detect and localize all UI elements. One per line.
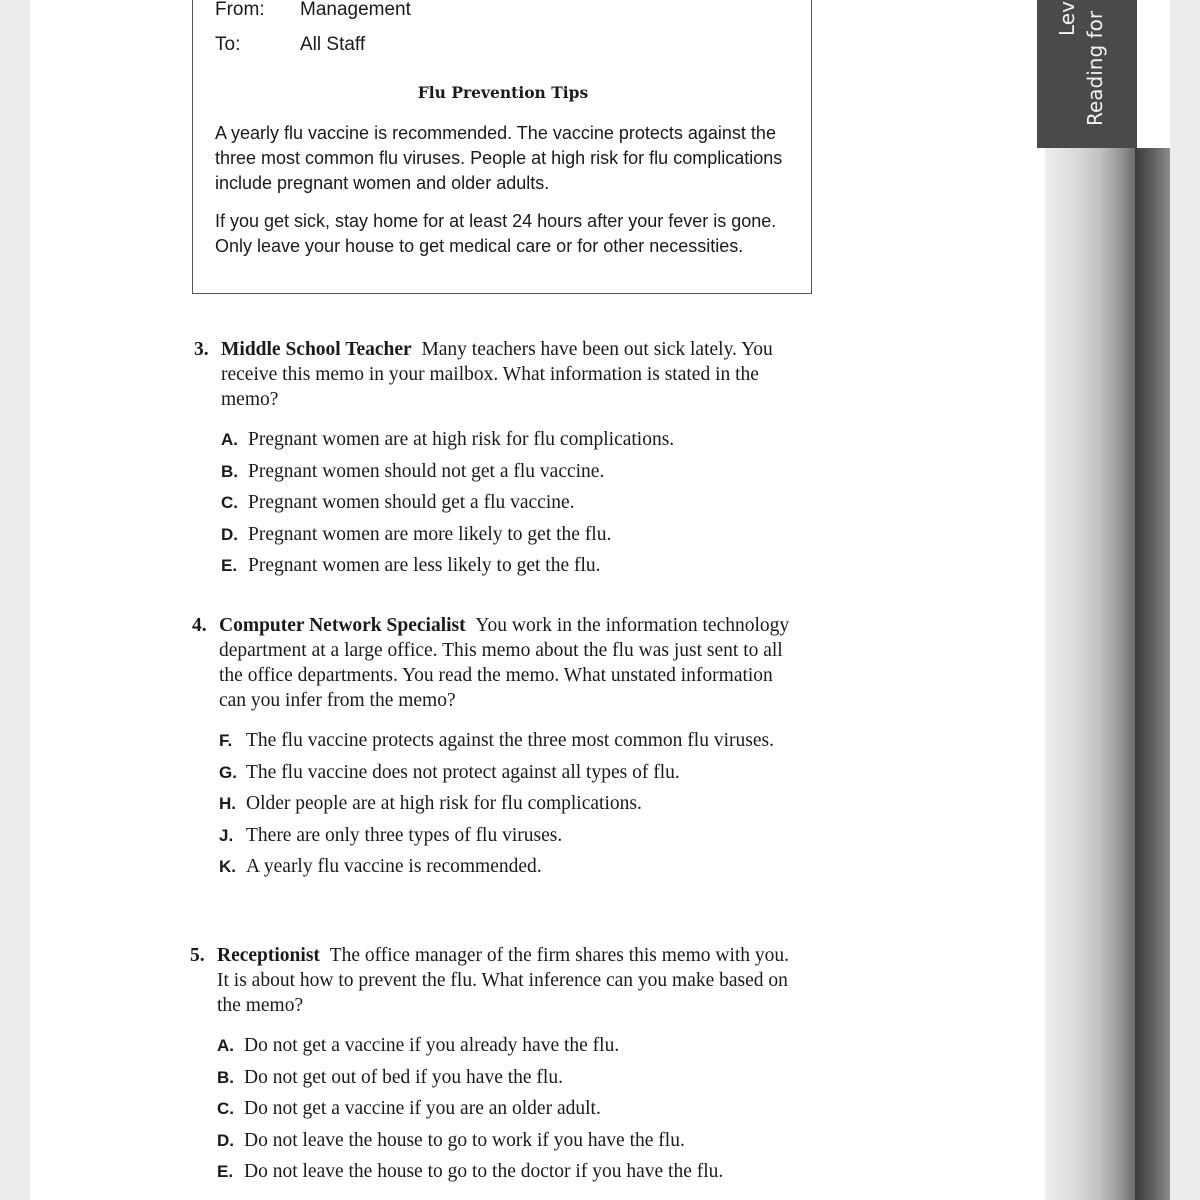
- answer-option-a[interactable]: [217, 1034, 790, 1058]
- answer-option-f[interactable]: [219, 729, 792, 753]
- option-letter: D.: [221, 524, 238, 544]
- question-4: [192, 613, 792, 887]
- option-text: Older people are at high risk for flu complications.: [246, 793, 642, 814]
- answer-option-k[interactable]: [219, 855, 792, 879]
- option-text: Pregnant women should get a flu vaccine.: [248, 492, 575, 513]
- option-letter: E.: [221, 556, 238, 575]
- memo-title: Flu Prevention Tips: [417, 83, 589, 102]
- option-text: A yearly flu vaccine is recommended.: [246, 856, 542, 877]
- option-text: Pregnant women are at high risk for flu complications.: [248, 429, 675, 450]
- option-text: Do not leave the house to go to the doctor if you have the flu.: [244, 1161, 724, 1182]
- answer-option-a[interactable]: [221, 428, 794, 452]
- option-letter: C.: [217, 1099, 234, 1118]
- memo-to-value: All Staff: [300, 34, 366, 55]
- section-tab: [1037, 0, 1137, 148]
- document-page: [30, 0, 1170, 1200]
- option-letter: B.: [221, 461, 238, 481]
- question-stem: [194, 337, 794, 412]
- question-role: Middle School Teacher: [221, 339, 412, 360]
- option-letter: D.: [217, 1130, 234, 1150]
- answer-options: [194, 428, 794, 578]
- question-number: 5.: [190, 945, 205, 966]
- question-text: You work in the information technology department at a large office. This memo about the flu was just sent to all the office departments. You read the memo. What unstated information can you infer from the memo?: [219, 615, 790, 711]
- option-letter: A.: [221, 430, 238, 449]
- answer-option-d[interactable]: [221, 523, 794, 547]
- answer-option-b[interactable]: [217, 1066, 790, 1090]
- option-letter: C.: [221, 493, 238, 512]
- option-letter: J.: [219, 825, 234, 845]
- answer-option-h[interactable]: [219, 792, 792, 816]
- option-text: The flu vaccine protects against the three most common flu viruses.: [246, 730, 774, 751]
- option-text: The flu vaccine does not protect against all types of flu.: [246, 761, 680, 783]
- option-text: Do not leave the house to go to work if you have the flu.: [244, 1129, 685, 1151]
- memo-box: [192, 0, 812, 294]
- answer-options: [192, 729, 792, 879]
- option-text: Do not get a vaccine if you are an older adult.: [244, 1098, 601, 1119]
- option-text: Pregnant women should not get a flu vaccine.: [248, 460, 605, 482]
- option-text: Pregnant women are less likely to get the flu.: [248, 555, 601, 576]
- answer-option-d[interactable]: [217, 1129, 790, 1153]
- option-letter: F.: [219, 731, 233, 750]
- option-letter: H.: [219, 794, 236, 813]
- question-role: Computer Network Specialist: [219, 615, 466, 636]
- question-stem: [192, 613, 792, 713]
- option-text: Do not get a vaccine if you already have the flu.: [244, 1035, 620, 1056]
- answer-options: [190, 1034, 790, 1184]
- answer-option-e[interactable]: [217, 1160, 790, 1184]
- memo-from-value: Management: [300, 0, 411, 20]
- book-spine-edge: [1135, 148, 1170, 1200]
- option-letter: E.: [217, 1162, 234, 1181]
- question-3: [194, 337, 794, 586]
- memo-to-label: To:: [215, 34, 241, 55]
- answer-option-b[interactable]: [221, 460, 794, 484]
- option-text: There are only three types of flu viruses.: [246, 824, 563, 846]
- answer-option-c[interactable]: [221, 491, 794, 515]
- question-role: Receptionist: [217, 945, 320, 966]
- option-text: Pregnant women are more likely to get the flu.: [248, 523, 612, 545]
- answer-option-j[interactable]: [219, 824, 792, 848]
- answer-option-e[interactable]: [221, 554, 794, 578]
- answer-option-c[interactable]: [217, 1097, 790, 1121]
- question-number: 4.: [192, 615, 207, 636]
- option-letter: B.: [217, 1067, 234, 1087]
- question-number: 3.: [194, 339, 209, 360]
- memo-from-label: From:: [215, 0, 265, 20]
- option-text: Do not get out of bed if you have the flu.: [244, 1066, 563, 1088]
- question-text: Many teachers have been out sick lately. You receive this memo in your mailbox. What information is stated in the memo?: [221, 339, 773, 410]
- section-tab-level-text: Lev: [1055, 1, 1079, 36]
- option-letter: G.: [219, 762, 237, 782]
- section-tab-reading-text: Reading for: [1083, 10, 1107, 126]
- question-stem: [190, 943, 790, 1018]
- memo-paragraph-2: If you get sick, stay home for at least 24 hours after your fever is gone. Only leave your house to get medical care or for other necessities.: [215, 211, 777, 256]
- option-letter: K.: [219, 857, 236, 876]
- memo-paragraph-1: A yearly flu vaccine is recommended. The vaccine protects against the three most common flu viruses. People at high risk for flu complications include pregnant women and older adults.: [215, 123, 783, 193]
- option-letter: A.: [217, 1036, 234, 1055]
- question-text: The office manager of the firm shares this memo with you. It is about how to prevent the flu. What inference can you make based on the memo?: [217, 945, 790, 1016]
- question-5: [190, 943, 790, 1192]
- page-edge-shadow: [1045, 148, 1135, 1200]
- answer-option-g[interactable]: [219, 761, 792, 785]
